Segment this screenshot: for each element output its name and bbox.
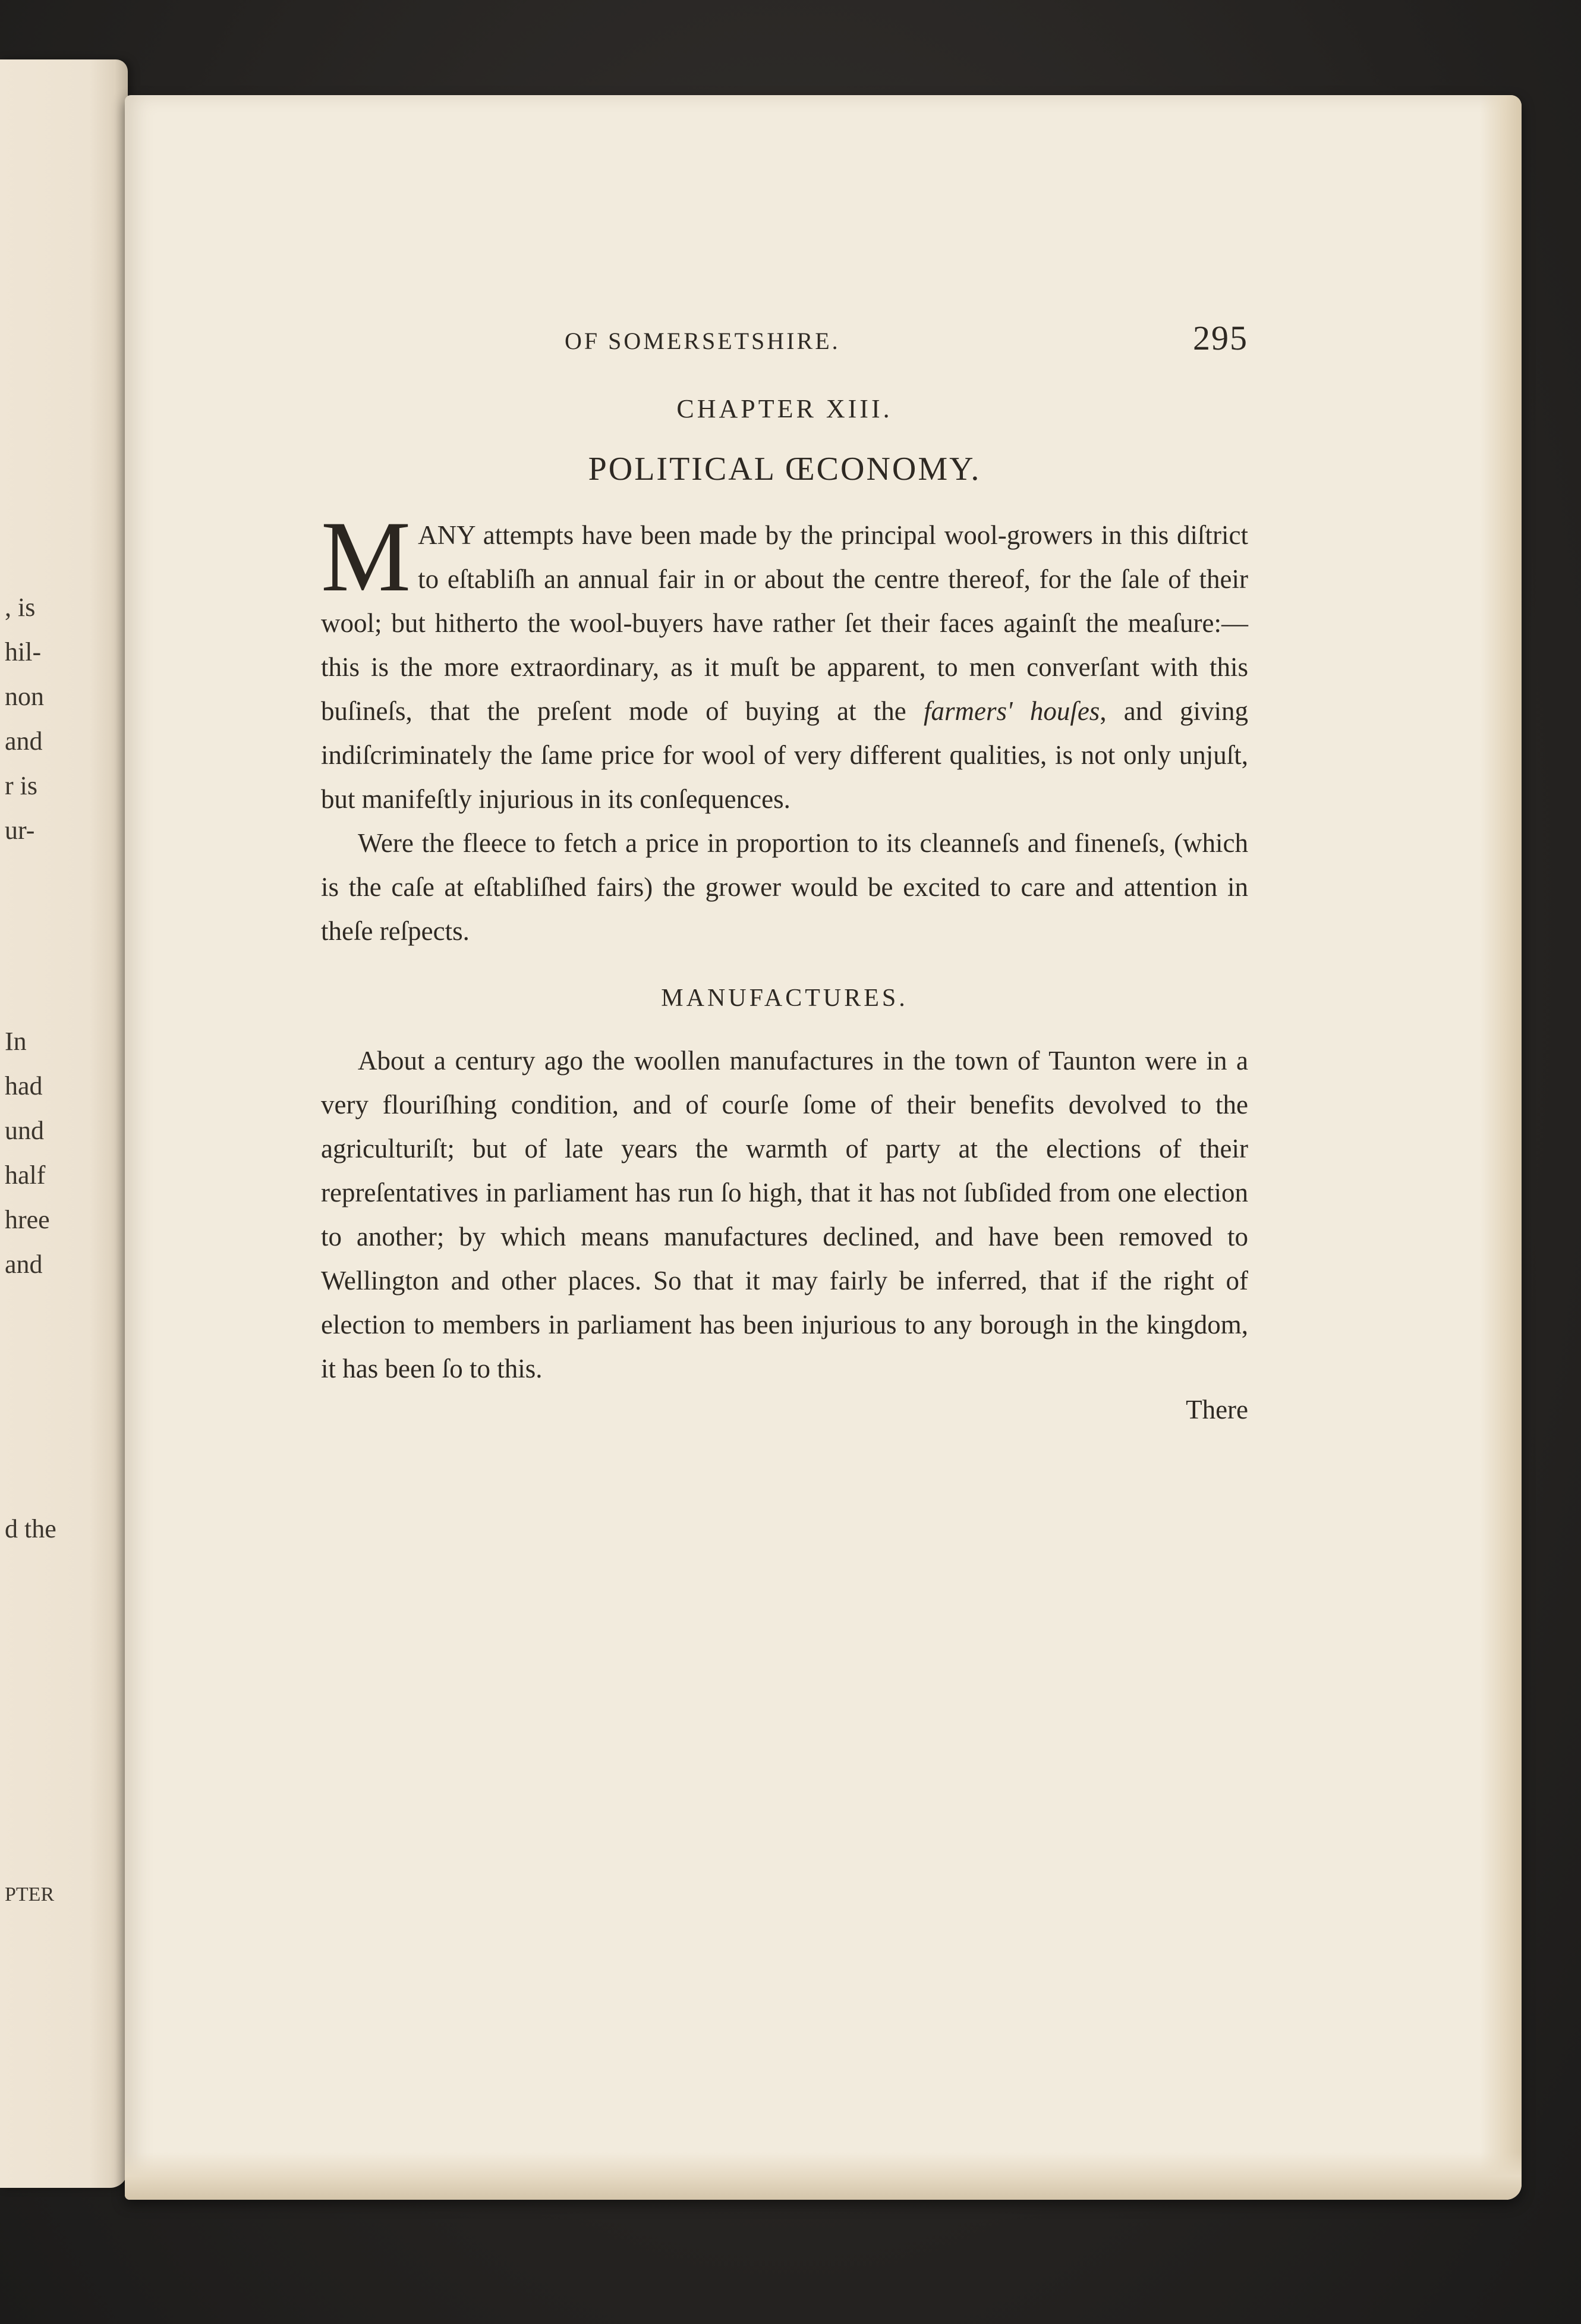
page-number: 295	[1193, 319, 1248, 357]
left-page-fragment: und	[5, 1116, 44, 1145]
italic-phrase: farmers' houſes	[923, 696, 1100, 726]
left-page-fragment: ur-	[5, 816, 35, 845]
left-page-fragment: had	[5, 1071, 43, 1100]
catchword: There	[1186, 1395, 1248, 1424]
page-text-block	[321, 315, 1248, 1425]
left-page-fragment: non	[5, 682, 44, 711]
left-page-fragment: In	[5, 1027, 27, 1056]
left-page-fragment: PTER	[5, 1883, 55, 1905]
paragraph-text: ANY attempts have been made by the principal wool-growers in this diſtrict to eſtabliſh an annual fair in or about the centre thereof, for the ſale of their wool; but hitherto the wool-buyers have rather ſet their faces againſt the meaſure:—this is the more extraordinary, as it muſt be apparent, to men converſant with this buſineſs, that the preſent mode of buying at the	[321, 520, 1248, 726]
drop-cap: M	[321, 501, 411, 612]
left-page-fragment: and	[5, 1250, 43, 1279]
page-bottom-edge	[125, 2152, 1522, 2200]
left-page-fragment: r is	[5, 771, 37, 800]
paragraph-fleece-price: Were the fleece to fetch a price in proportion to its cleanneſs and fineneſs, (which is the caſe at eſtabliſhed fairs) the grower would be excited to care and attention in theſe reſpects.	[321, 828, 1248, 946]
page-edge-shadow	[1480, 95, 1522, 2200]
chapter-heading: CHAPTER XIII.	[676, 394, 893, 423]
left-page-fragment: d the	[5, 1514, 56, 1543]
running-head	[321, 315, 1248, 363]
paragraph-taunton-manufactures: About a century ago the woollen manufactures in the town of Taunton were in a very flouriſhing condition, and of courſe ſome of their benefits devolved to the agriculturiſt; but of late years the warmth of party at the elections of their repreſentatives in parliament has run ſo high, that it has not ſubſided from one election to another; by which means manufactures declined, and have been removed to Wellington and other places. So that it may fairly be inferred, that if the right of election to members in parliament has been injurious to any borough in the kingdom, it has been ſo to this.	[321, 1046, 1248, 1383]
left-page-fragment: hree	[5, 1205, 50, 1234]
subheading-manufactures: MANUFACTURES.	[661, 985, 908, 1012]
paragraph-text: , and giving indiſcriminately the ſame price for wool of very different qualities, is not only unjuſt, but manifeſtly injurious in its conſequences.	[321, 696, 1248, 814]
running-title: OF SOMERSETSHIRE.	[565, 328, 840, 354]
left-page-fragment: half	[5, 1161, 46, 1190]
left-page-fragment: hil-	[5, 637, 42, 666]
section-title: POLITICAL ŒCONOMY.	[588, 451, 981, 488]
left-page-fragment: , is	[5, 593, 36, 622]
left-page-fragment: and	[5, 727, 43, 756]
right-page	[125, 95, 1522, 2200]
left-page-edge	[0, 59, 128, 2188]
paragraph-wool-fair	[321, 501, 1248, 821]
